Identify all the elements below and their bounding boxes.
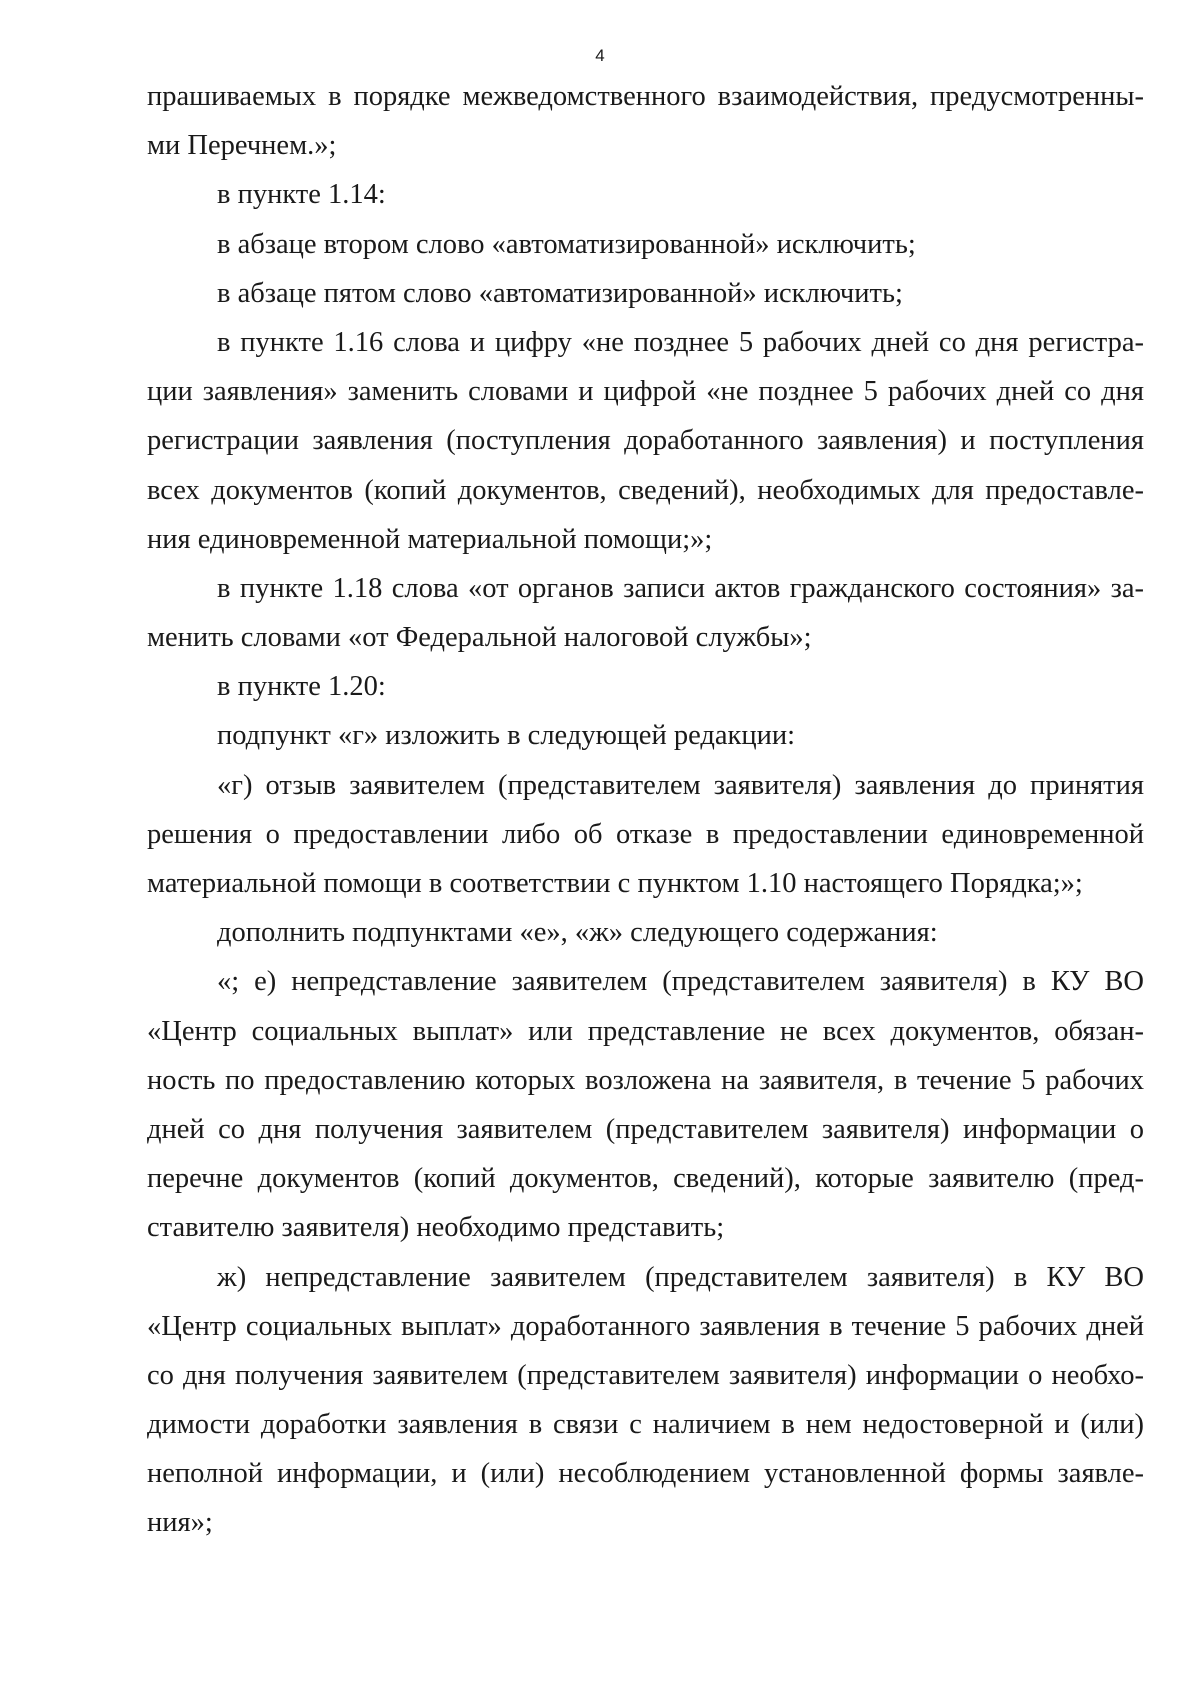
text-line: в пункте 1.16 слова и цифру «не позднее 5 рабочих дней со дня регистра-	[217, 326, 1144, 358]
text-line: менить словами «от Федеральной налоговой службы»;	[147, 622, 812, 654]
text-line: в абзаце пятом слово «автоматизированной» исключить;	[217, 277, 903, 309]
text-line: ность по предоставлению которых возложена на заявителя, в течение 5 рабочих	[147, 1064, 1144, 1096]
document-body	[147, 72, 1144, 1548]
text-line: всех документов (копий документов, сведений), необходимых для предоставле-	[147, 474, 1144, 506]
text-line: перечне документов (копий документов, сведений), которые заявителю (пред-	[147, 1163, 1144, 1195]
text-line: ми Перечнем.»;	[147, 130, 337, 162]
text-line: материальной помощи в соответствии с пунктом 1.10 настоящего Порядка;»;	[147, 868, 1083, 899]
text-line: димости доработки заявления в связи с наличием в нем недостоверной и (или)	[147, 1409, 1144, 1441]
text-line: в пункте 1.18 слова «от органов записи актов гражданского состояния» за-	[217, 572, 1144, 604]
text-line: «Центр социальных выплат» или представление не всех документов, обязан-	[147, 1015, 1144, 1047]
text-line: неполной информации, и (или) несоблюдением установленной формы заявле-	[147, 1458, 1144, 1490]
text-line: регистрации заявления (поступления доработанного заявления) и поступления	[147, 425, 1144, 457]
text-line: прашиваемых в порядке межведомственного взаимодействия, предусмотренны-	[147, 81, 1144, 112]
text-line: «г) отзыв заявителем (представителем заявителя) заявления до принятия	[217, 769, 1144, 801]
text-line: дополнить подпунктами «е», «ж» следующего содержания:	[217, 917, 938, 949]
text-line: «Центр социальных выплат» доработанного заявления в течение 5 рабочих дней	[147, 1310, 1144, 1342]
text-line: со дня получения заявителем (представителем заявителя) информации о необхо-	[147, 1359, 1144, 1391]
text-line: подпункт «г» изложить в следующей редакции:	[217, 720, 796, 752]
text-line: ставителю заявителя) необходимо представить;	[147, 1212, 725, 1244]
text-line: «; е) непредставление заявителем (представителем заявителя) в КУ ВО	[217, 966, 1144, 998]
text-line: в пункте 1.14:	[217, 179, 386, 211]
page-number: 4	[595, 46, 605, 65]
text-line: ж) непредставление заявителем (представителем заявителя) в КУ ВО	[217, 1261, 1144, 1293]
text-line: в пункте 1.20:	[217, 671, 386, 703]
text-line: дней со дня получения заявителем (представителем заявителя) информации о	[147, 1113, 1144, 1145]
text-line: ния»;	[147, 1507, 213, 1539]
text-line: решения о предоставлении либо об отказе в предоставлении единовременной	[147, 818, 1144, 850]
text-line: в абзаце втором слово «автоматизированной» исключить;	[217, 228, 916, 260]
text-line: ции заявления» заменить словами и цифрой «не позднее 5 рабочих дней со дня	[147, 376, 1144, 408]
text-line: ния единовременной материальной помощи;»;	[147, 523, 713, 555]
